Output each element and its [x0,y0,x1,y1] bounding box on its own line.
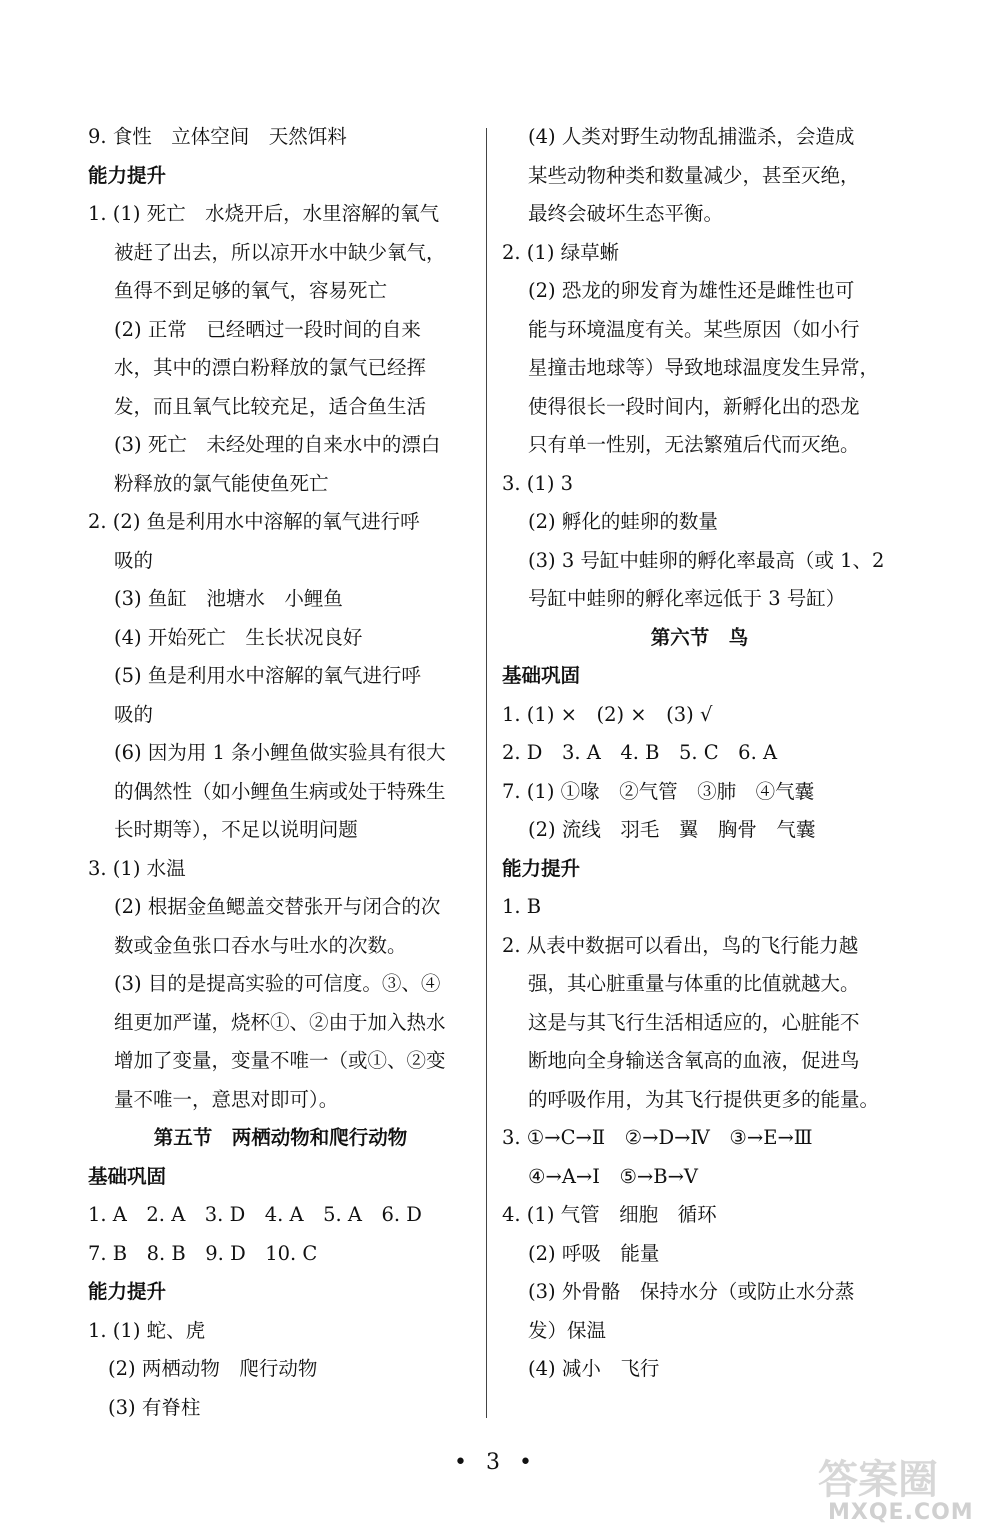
section-label: 能力提升 [502,856,581,880]
text-line: (2) 恐龙的卵发育为雄性还是雌性也可 [528,279,855,302]
text-line: (4) 开始死亡 生长状况良好 [114,625,363,649]
section-heading: 第六节 鸟 [650,625,749,649]
text-line: (2) 呼吸 能量 [528,1241,660,1265]
text-line: 最终会破坏生态平衡。 [528,202,724,225]
text-line: 星撞击地球等）导致地球温度发生异常， [528,356,880,379]
text-line: 发）保温 [528,1318,607,1342]
text-line: 粉释放的氯气能使鱼死亡 [114,471,329,495]
text-line: 1. B [502,895,542,918]
section-label: 基础巩固 [502,664,581,687]
text-line: 1. (1) × (2) × (3) √ [502,702,713,726]
section-heading: 第五节 两栖动物和爬行动物 [153,1126,408,1149]
text-line: 使得很长一段时间内，新孵化出的恐龙 [528,394,860,418]
left-column [88,118,473,1427]
text-line: (2) 两栖动物 爬行动物 [108,1357,318,1380]
text-line: 1. (1) 死亡 水烧开后，水里溶解的氧气 [88,202,440,225]
text-line: 数或金鱼张口吞水与吐水的次数。 [114,933,407,957]
text-line: (5) 鱼是利用水中溶解的氧气进行呼 [114,664,421,687]
watermark-title: 答案圈 [818,1457,938,1503]
column-divider [486,128,487,1418]
text-line: 3. ①→C→Ⅱ ②→D→Ⅳ ③→E→Ⅲ [502,1126,813,1149]
text-line: 吸的 [114,548,154,572]
section-label: 基础巩固 [88,1164,167,1188]
text-line: 长时期等），不足以说明问题 [114,818,358,841]
right-column [502,118,897,1389]
text-line: 2. 从表中数据可以看出，鸟的飞行能力越 [502,933,859,957]
watermark-url: MXQE.COM [828,1500,974,1525]
text-line: 2. (1) 绿草蜥 [502,240,620,264]
text-line: 的偶然性（如小鲤鱼生病或处于特殊生 [114,779,446,803]
text-line: 2. D 3. A 4. B 5. C 6. A [502,741,778,764]
text-line: (2) 根据金鱼鳃盖交替张开与闭合的次 [114,895,441,918]
text-line: (3) 有脊柱 [108,1395,201,1419]
text-line: 9. 食性 立体空间 天然饵料 [88,125,347,148]
text-line: 能与环境温度有关。某些原因（如小行 [528,317,860,341]
text-line: (2) 正常 已经晒过一段时间的自来 [114,317,421,341]
text-line: ④→A→Ⅰ ⑤→B→Ⅴ [528,1164,699,1188]
text-line: 3. (1) 3 [502,471,574,495]
text-line: 鱼得不到足够的氧气，容易死亡 [114,279,388,302]
text-line: 1. A 2. A 3. D 4. A 5. A 6. D [88,1203,422,1226]
watermark-logo [818,1448,978,1532]
section-label: 能力提升 [88,163,167,187]
text-line: 吸的 [114,702,154,726]
text-line: 3. (1) 水温 [88,856,186,880]
text-line: (3) 外骨骼 保持水分（或防止水分蒸 [528,1280,855,1303]
text-line: 号缸中蛙卵的孵化率远低于 3 号缸） [528,587,846,610]
text-line: (3) 鱼缸 池塘水 小鲤鱼 [114,587,343,610]
text-line: 只有单一性别，无法繁殖后代而灭绝。 [528,433,860,456]
text-line: 2. (2) 鱼是利用水中溶解的氧气进行呼 [88,510,420,533]
text-line: 强，其心脏重量与体重的比值就越大。 [528,972,860,995]
text-line: (2) 流线 羽毛 翼 胸骨 气囊 [528,818,816,841]
text-line: (2) 孵化的蛙卵的数量 [528,510,718,533]
text-line: (6) 因为用 1 条小鲤鱼做实验具有很大 [114,741,446,764]
text-line: 4. (1) 气管 细胞 循环 [502,1203,717,1226]
text-line: 增加了变量，变量不唯一（或①、②变 [114,1049,446,1072]
text-line: 断地向全身输送含氧高的血液，促进鸟 [528,1049,860,1072]
text-line: 的呼吸作用，为其飞行提供更多的能量。 [528,1087,880,1111]
text-line: 7. B 8. B 9. D 10. C [88,1241,318,1265]
text-line: 水，其中的漂白粉释放的氯气已经挥 [114,356,427,379]
text-line: (3) 死亡 未经处理的自来水中的漂白 [114,433,441,456]
text-line: 量不唯一，意思对即可）。 [114,1087,339,1111]
text-line: (3) 3 号缸中蛙卵的孵化率最高（或 1、2 [528,548,885,572]
text-line: 7. (1) ①喙 ②气管 ③肺 ④气囊 [502,779,815,803]
page-number: • 3 • [454,1450,538,1475]
text-line: 这是与其飞行生活相适应的，心脏能不 [528,1010,860,1034]
text-line: (3) 目的是提高实验的可信度。③、④ [114,972,441,995]
text-line: 被赶了出去，所以凉开水中缺少氧气， [114,240,446,264]
text-line: 组更加严谨，烧杯①、②由于加入热水 [114,1010,446,1034]
text-line: (4) 人类对野生动物乱捕滥杀，会造成 [528,125,855,148]
section-label: 能力提升 [88,1280,167,1303]
text-line: 某些动物种类和数量减少，甚至灭绝， [528,163,860,187]
text-line: 发，而且氧气比较充足，适合鱼生活 [114,394,427,418]
text-line: (4) 减小 飞行 [528,1357,660,1380]
text-line: 1. (1) 蛇、虎 [88,1318,206,1342]
